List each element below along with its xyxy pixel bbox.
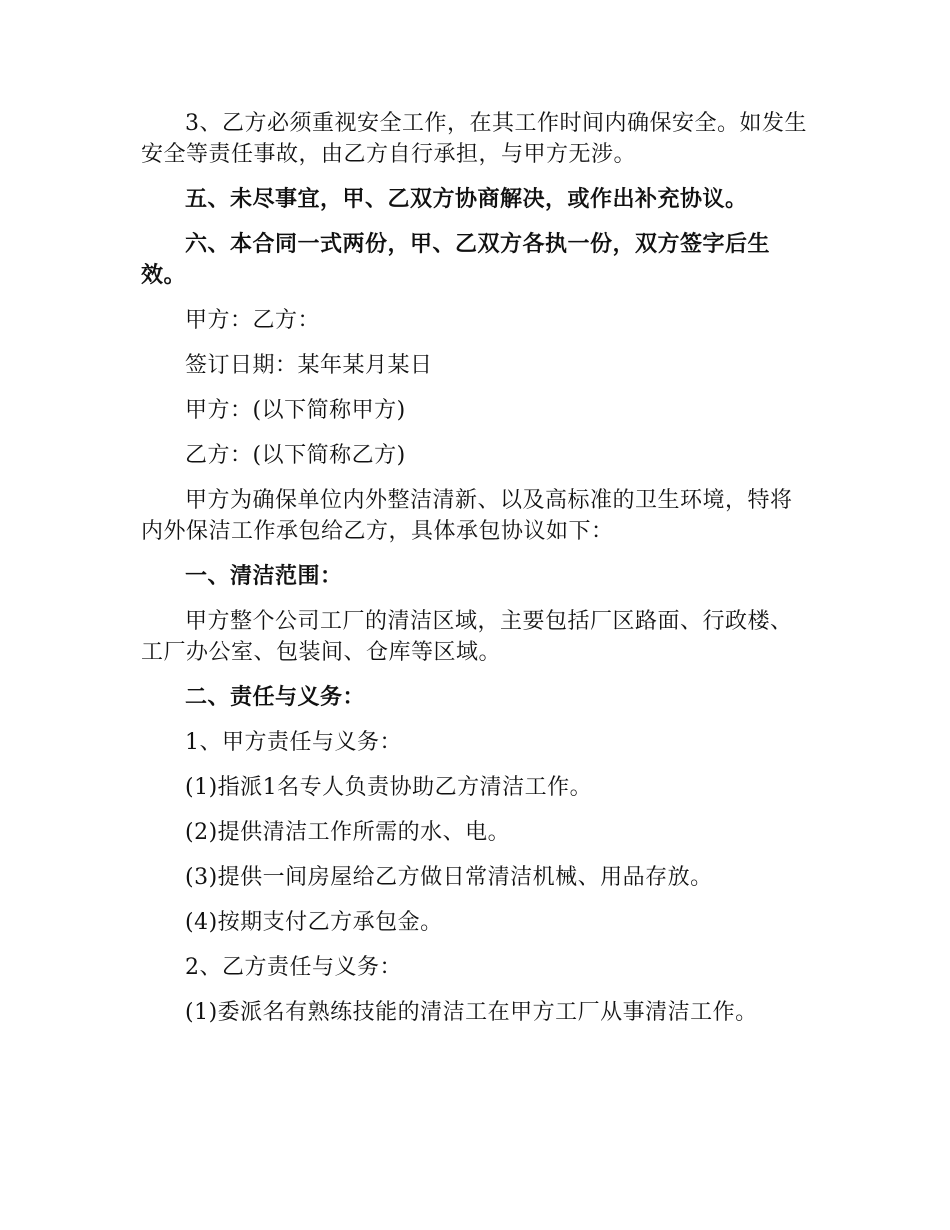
signature-parties-line: 甲方：乙方： (185, 308, 321, 333)
list-item-a4: (4)按期支付乙方承包金。 (185, 910, 443, 935)
heading-section-five: 五、未尽事宜，甲、乙双方协商解决，或作出补充协议。 (185, 186, 748, 212)
paragraph-intro: 甲方为确保单位内外整洁清新、以及高标准的卫生环境，特将内外保洁工作承包给乙方，具体承包协议如下： (141, 488, 793, 544)
list-item-a2: (2)提供清洁工作所需的水、电。 (185, 820, 511, 845)
subheading-party-a-duties: 1、甲方责任与义务： (185, 730, 402, 755)
list-item-b1: (1)委派名有熟练技能的清洁工在甲方工厂从事清洁工作。 (185, 1000, 758, 1025)
paragraph-safety-clause: 3、乙方必须重视安全工作，在其工作时间内确保安全。如发生安全等责任事故，由乙方自行承担，与甲方无涉。 (141, 111, 807, 167)
party-a-line: 甲方：(以下简称甲方) (185, 398, 406, 423)
paragraph-cleaning-scope: 甲方整个公司工厂的清洁区域，主要包括厂区路面、行政楼、工厂办公室、包装间、仓库等区域。 (141, 609, 793, 665)
party-b-line: 乙方：(以下简称乙方) (185, 443, 406, 468)
subheading-party-b-duties: 2、乙方责任与义务： (185, 955, 402, 980)
document-body (141, 108, 811, 1042)
heading-responsibilities: 二、责任与义务： (185, 684, 366, 710)
list-item-a1: (1)指派1名专人负责协助乙方清洁工作。 (185, 775, 593, 800)
heading-section-six: 六、本合同一式两份，甲、乙双方各执一份，双方签字后生效。 (141, 231, 771, 288)
heading-cleaning-scope: 一、清洁范围： (185, 563, 343, 589)
list-item-a3: (3)提供一间房屋给乙方做日常清洁机械、用品存放。 (185, 865, 713, 890)
signing-date-line: 签订日期：某年某月某日 (185, 353, 433, 378)
